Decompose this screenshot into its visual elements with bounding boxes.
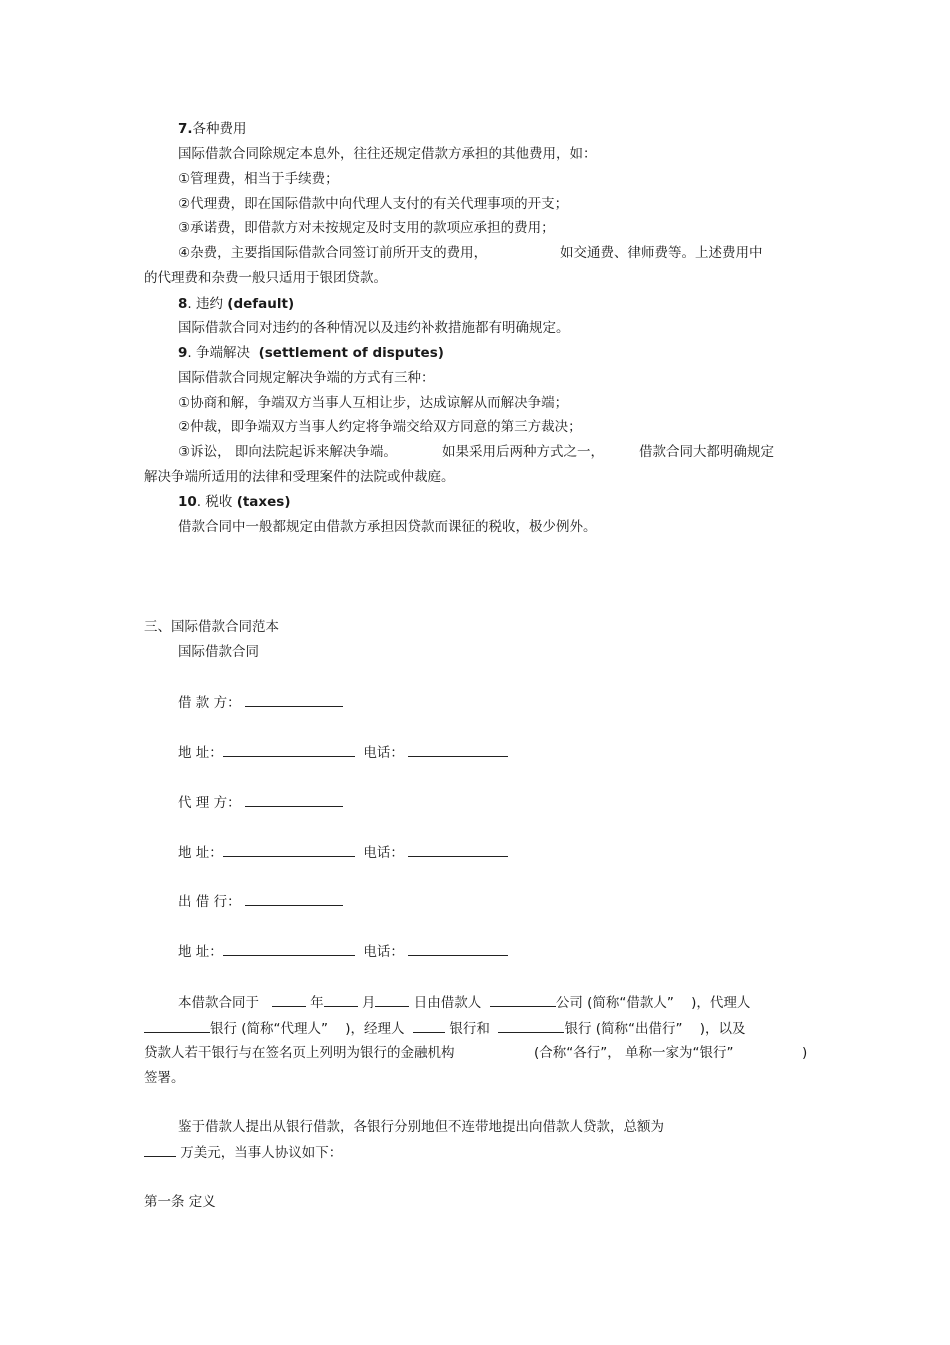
whereas-line-1: 鉴于借款人提出从银行借款，各银行分别地但不连带地提出向借款人贷款，总额为	[178, 1119, 664, 1135]
preamble-line-2: 银行 (简称“代理人” )，经理人 银行和 银行 (简称“出借行” )，以及	[144, 1018, 745, 1039]
agent-address-line: 地 址： 电话：	[178, 842, 508, 863]
section-7-item-4b: 如交通费、律师费等。上述费用中	[560, 245, 763, 261]
agent-line: 代 理 方：	[178, 792, 343, 813]
borrower-company-blank	[490, 992, 556, 1007]
preamble-line-3c: )	[802, 1045, 808, 1061]
section-9-item-3c: 借款合同大都明确规定	[639, 444, 774, 460]
lender-address-line: 地 址： 电话：	[178, 941, 508, 962]
section-8-body: 国际借款合同对违约的各种情况以及违约补救措施都有明确规定。	[178, 320, 570, 336]
section-9-item-3b: 如果采用后两种方式之一，	[442, 444, 604, 460]
borrower-line: 借 款 方：	[178, 692, 343, 713]
section-10-heading: 10. 税收 (taxes)	[178, 494, 291, 510]
part-3-heading: 三、国际借款合同范本	[144, 619, 279, 635]
lender-blank	[245, 891, 343, 906]
section-7-intro: 国际借款合同除规定本息外，往往还规定借款方承担的其他费用，如：	[178, 146, 597, 162]
preamble-line-1: 本借款合同于 年 月 日由借款人 公司 (简称“借款人” )，代理人	[178, 992, 750, 1013]
agent-blank	[245, 792, 343, 807]
preamble-line-3b: (合称“各行”， 单称一家为“银行”	[534, 1045, 734, 1061]
borrower-phone-blank	[408, 742, 508, 757]
borrower-blank	[245, 692, 343, 707]
borrower-address-blank	[223, 742, 355, 757]
section-7-item-4a: ④杂费，主要指国际借款合同签订前所开支的费用，	[178, 245, 488, 261]
day-blank	[375, 992, 409, 1007]
lending-bank-blank	[498, 1018, 564, 1033]
manager-blank	[413, 1018, 445, 1033]
contract-title: 国际借款合同	[178, 644, 259, 660]
lender-address-blank	[223, 941, 355, 956]
section-9-item-2: ②仲裁，即争端双方当事人约定将争端交给双方同意的第三方裁决；	[178, 419, 582, 435]
section-7-item-1: ①管理费，相当于手续费；	[178, 171, 339, 187]
agent-address-blank	[223, 842, 355, 857]
agent-bank-blank	[144, 1018, 210, 1033]
preamble-line-4: 签署。	[144, 1070, 185, 1086]
section-9-item-3d: 解决争端所适用的法律和受理案件的法院或仲裁庭。	[144, 469, 455, 485]
borrower-address-line: 地 址： 电话：	[178, 742, 508, 763]
section-7-item-4c: 的代理费和杂费一般只适用于银团贷款。	[144, 270, 387, 286]
article-1-title: 第一条 定义	[144, 1194, 216, 1210]
section-9-item-1: ①协商和解，争端双方当事人互相让步，达成谅解从而解决争端；	[178, 395, 569, 411]
section-8-heading: 8. 违约 (default)	[178, 296, 295, 312]
section-7-item-3: ③承诺费，即借款方对未按规定及时支用的款项应承担的费用；	[178, 220, 555, 236]
section-7-heading: 7.各种费用	[178, 121, 247, 137]
preamble-line-3a: 贷款人若干银行与在签名页上列明为银行的金融机构	[144, 1045, 455, 1061]
section-9-heading: 9. 争端解决 (settlement of disputes)	[178, 345, 444, 361]
year-blank	[272, 992, 306, 1007]
section-7-item-2: ②代理费，即在国际借款中向代理人支付的有关代理事项的开支；	[178, 196, 569, 212]
agent-phone-blank	[408, 842, 508, 857]
section-9-item-3a: ③诉讼， 即向法院起诉来解决争端。	[178, 444, 397, 460]
section-9-intro: 国际借款合同规定解决争端的方式有三种：	[178, 370, 435, 386]
total-amount-blank	[144, 1142, 176, 1157]
lender-phone-blank	[408, 941, 508, 956]
whereas-line-2: 万美元，当事人协议如下：	[144, 1142, 342, 1163]
month-blank	[324, 992, 358, 1007]
lender-line: 出 借 行：	[178, 891, 343, 912]
section-10-body: 借款合同中一般都规定由借款方承担因贷款而课征的税收，极少例外。	[178, 519, 597, 535]
